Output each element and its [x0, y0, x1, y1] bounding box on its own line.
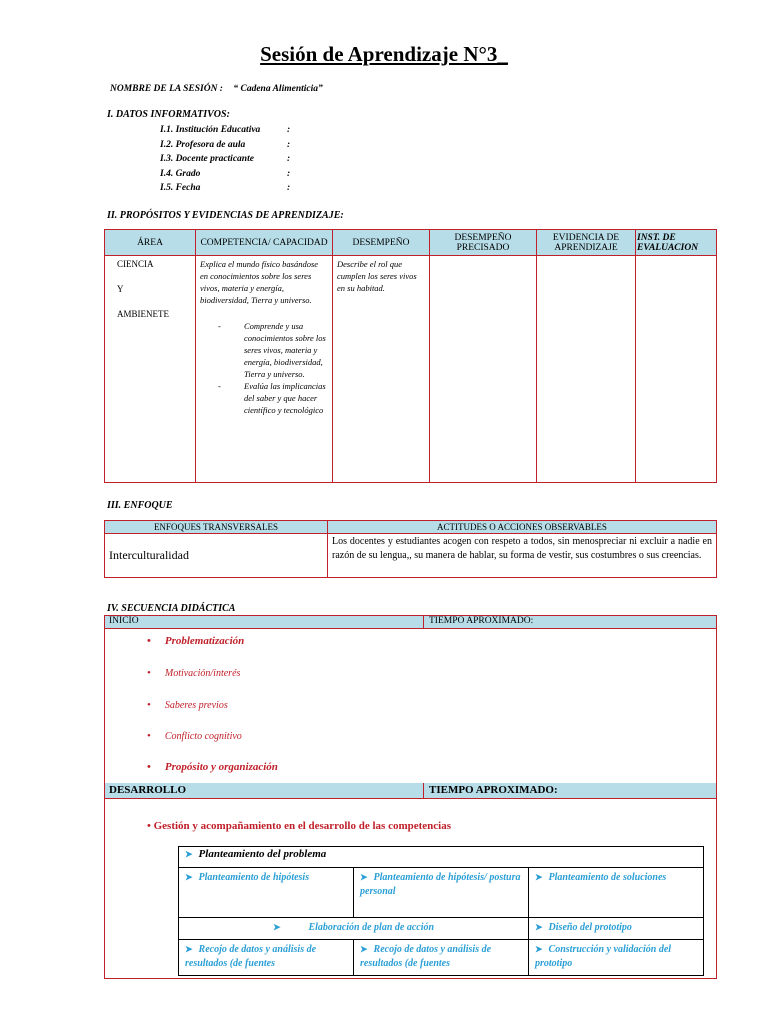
desempeno-precisado-cell[interactable] [430, 256, 537, 483]
area-line: AMBIENETE [117, 309, 169, 319]
enfoque-text: Los docentes y estudiantes acogen con respeto a todos, sin menospreciar ni excluir a nadie en razón de su lengua,, su manera de hablar, su forma de vestir, sus costumbres o sus creencias. [328, 534, 717, 578]
header-desempeno-precisado: DESEMPEÑO PRECISADO [430, 230, 537, 256]
desarrollo-header [105, 783, 716, 799]
header-inst-evaluacion: INST. DE EVALUACION [636, 230, 717, 256]
construccion-prototipo: ➤ Construcción y validación del prototipo [529, 940, 704, 976]
plan-accion: ➤ Elaboración de plan de acción [179, 918, 529, 940]
evidencia-cell[interactable] [537, 256, 636, 483]
enfoque-heading: III. ENFOQUE [107, 500, 173, 511]
datos-heading: I. DATOS INFORMATIVOS: [107, 109, 230, 120]
tiempo2-label: TIEMPO APROXIMADO: [429, 784, 558, 796]
planteamiento-hipotesis: ➤ Planteamiento de hipótesis [179, 868, 354, 918]
inicio-item: • Propósito y organización [147, 761, 278, 773]
recojo-datos-1: ➤ Recojo de datos y análisis de resultados (de fuentes [179, 940, 354, 976]
area-cell [105, 256, 196, 483]
inicio-box [104, 615, 717, 785]
diseno-prototipo: ➤ Diseño del prototipo [529, 918, 704, 940]
datos-item: I.1. Institución Educativa : [160, 125, 291, 135]
planteamiento-hipotesis-postura: ➤ Planteamiento de hipótesis/ postura personal [354, 868, 529, 918]
propositos-heading: II. PROPÓSITOS Y EVIDENCIAS DE APRENDIZAJE: [107, 210, 344, 221]
planteamiento-problema: ➤ Planteamiento del problema [179, 847, 704, 868]
datos-list [160, 123, 290, 196]
recojo-datos-2: ➤ Recojo de datos y análisis de resultados (de fuentes [354, 940, 529, 976]
inicio-header [105, 616, 716, 629]
enfoque-table [104, 520, 717, 578]
gestion-grid [178, 846, 704, 976]
inicio-item: • Motivación/interés [147, 667, 240, 679]
header-evidencia: EVIDENCIA DE APRENDIZAJE [537, 230, 636, 256]
inicio-label: INICIO [109, 616, 139, 626]
header-desempeno: DESEMPEÑO [333, 230, 430, 256]
tiempo-label: TIEMPO APROXIMADO: [429, 616, 534, 626]
inicio-item: • Saberes previos [147, 699, 228, 711]
datos-item: I.4. Grado : [160, 168, 291, 179]
inicio-item: • Problematización [147, 635, 244, 647]
secuencia-heading: IV. SECUENCIA DIDÁCTICA [107, 603, 236, 614]
competencia-text: Explica el mundo físico basándose en conocimientos sobre los seres vivos, materia y energía, biodiversidad, Tierra y universo. [200, 259, 319, 305]
enfoque-col2: ACTITUDES O ACCIONES OBSERVABLES [328, 521, 717, 534]
session-name-label: NOMBRE DE LA SESIÓN : [110, 84, 223, 94]
header-area: ÁREA [105, 230, 196, 256]
capacidad-item: - Evalúa las implicancias del saber y que hacer científico y tecnológico [218, 381, 326, 415]
datos-item: I.5. Fecha : [160, 183, 291, 194]
planteamiento-soluciones: ➤ Planteamiento de soluciones [529, 868, 704, 918]
inst-evaluacion-cell[interactable] [636, 256, 717, 483]
capacidad-item: - Comprende y usa conocimientos sobre los seres vivos, materia y energía, biodiversidad, Tierra y universo. [218, 321, 326, 379]
enfoque-name: Interculturalidad [105, 534, 328, 578]
area-line: Y [117, 284, 124, 294]
competencia-cell [196, 256, 333, 483]
page-title: Sesión de Aprendizaje N°3_ [260, 42, 508, 66]
area-line: CIENCIA [117, 259, 154, 269]
session-name-row [110, 84, 323, 94]
header-competencia: COMPETENCIA/ CAPACIDAD [196, 230, 333, 256]
session-name-value: “ Cadena Alimenticia” [233, 84, 323, 94]
gestion-title: • Gestión y acompañamiento en el desarrollo de las competencias [147, 820, 451, 832]
desempeno-cell: Describe el rol que cumplen los seres vivos en su habitad. [333, 256, 430, 483]
datos-item: I.3. Docente practicante : [160, 154, 291, 165]
inicio-item: • Conflicto cognitivo [147, 730, 242, 742]
datos-item: I.2. Profesora de aula : [160, 139, 291, 150]
propositos-table [104, 229, 717, 483]
desarrollo-label: DESARROLLO [109, 784, 187, 796]
enfoque-col1: ENFOQUES TRANSVERSALES [105, 521, 328, 534]
